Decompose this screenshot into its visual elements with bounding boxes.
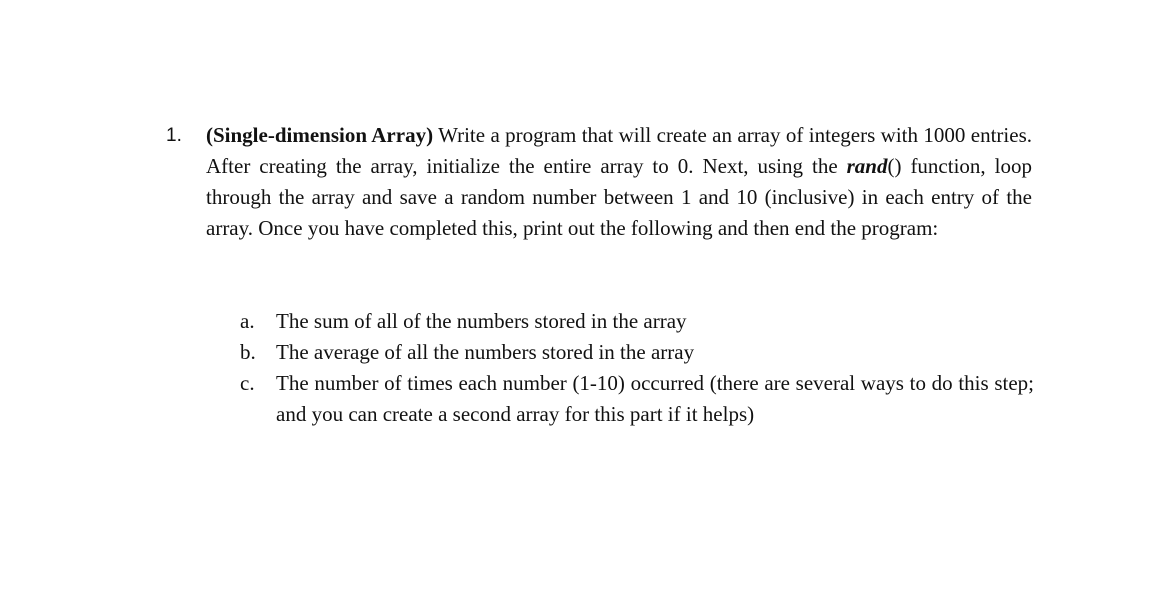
sub-question-marker: c. [240, 371, 255, 395]
question-block [166, 120, 1036, 244]
sub-question-b [240, 337, 1036, 368]
question-number: 1. [166, 125, 182, 146]
sub-question-marker: b. [240, 340, 256, 364]
sub-question-text: The average of all the numbers stored in the array [276, 340, 695, 364]
sub-question-a [240, 306, 1036, 337]
sub-question-c [240, 368, 1036, 430]
question-text [206, 120, 1032, 244]
question-text-after: function, loop through the array and save a random number between 1 and 10 (inclusive) in each entry of the array. Once you have completed this, print out the following and then end the program: [206, 154, 1032, 240]
sub-question-text: The number of times each number (1-10) occurred (there are several ways to do this step; and you can create a second array for this part if it helps) [276, 371, 1034, 426]
sub-question-list [240, 306, 1036, 430]
question-heading: (Single-dimension Array) [206, 123, 434, 147]
sub-question-marker: a. [240, 309, 255, 333]
sub-question-text: The sum of all of the numbers stored in the array [276, 309, 687, 333]
function-name: rand [846, 154, 888, 178]
question-text-before: Write a program that will create an array of integers with 1000 entries. After creating the array, initialize the entire array to 0. Next, using the [206, 123, 1033, 178]
function-parens: () [887, 154, 902, 178]
